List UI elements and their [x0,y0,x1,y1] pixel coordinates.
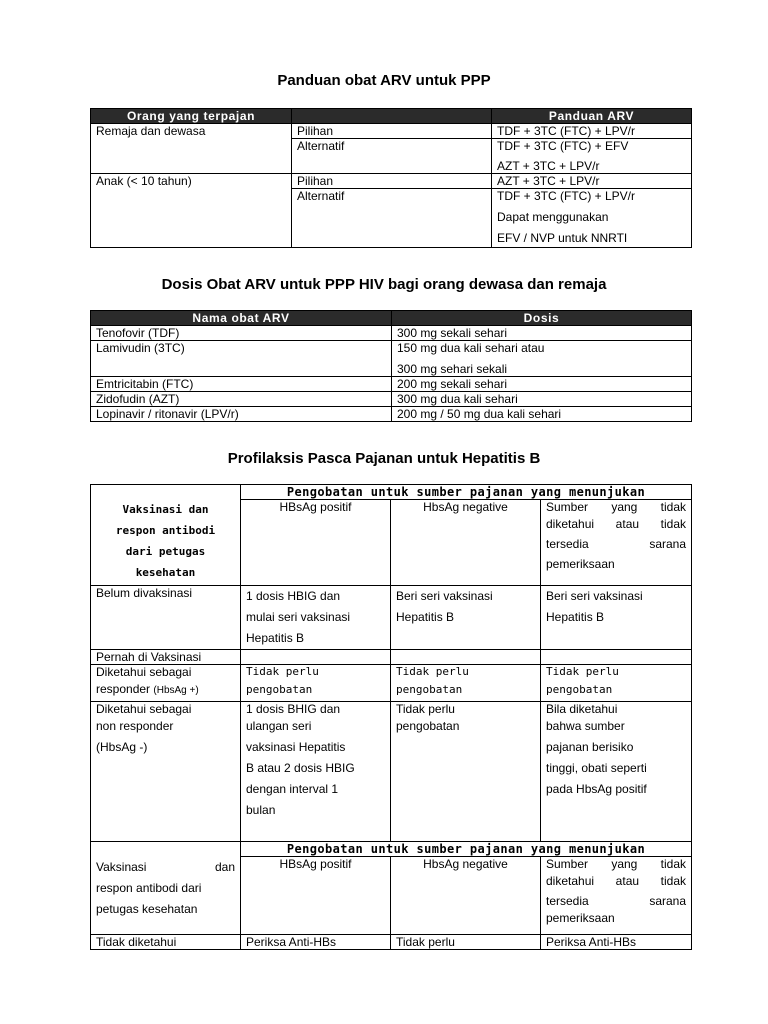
cell-responder-unknown [541,665,692,702]
cell-line: Tidak perlu [396,665,469,678]
regimen-child-alt-1: TDF + 3TC (FTC) + LPV/r [497,189,636,203]
col-source-unknown [541,500,692,586]
cell-line: Hepatitis B [546,610,605,624]
cell-regimen-alt [492,139,692,174]
row-ever-vaccinated: Pernah di Vaksinasi [91,650,241,665]
cell-line: Tidak perlu [546,665,619,678]
cell-line: pengobatan [396,719,460,733]
col-unknown-line: pemeriksaan [546,557,615,571]
cell-line: Diketahui sebagai [96,665,192,679]
row-header-line: respon antibodi dari [96,880,202,895]
cell-line: Beri seri vaksinasi [546,589,643,603]
col-unknown-line: Sumber yang tidak [546,857,687,871]
row-header-line: Vaksinasi dan [122,503,209,516]
drug-name: Zidofudin (AZT) [91,392,392,407]
header-dose: Dosis [392,311,692,326]
col-source-unknown-2 [541,857,692,935]
row-known-responder [91,665,241,702]
cell-child: Anak (< 10 tahun) [91,174,292,248]
group-header-source-2: Pengobatan untuk sumber pajanan yang menunjukan [241,842,692,857]
cell-line: non responder [96,719,174,733]
cell-line: pada HbsAg positif [546,782,647,796]
cell-line: Hepatitis B [396,610,455,624]
drug-dose-line2: 300 mg sehari sekali [397,362,508,376]
row-header-line: petugas kesehatan [96,901,198,916]
drug-name: Tenofovir (TDF) [91,326,392,341]
cell-unknown-positive: Periksa Anti-HBs [241,935,391,950]
cell-unknown-negative: Tidak perlu [391,935,541,950]
col-hbsag-positive: HBsAg positif [241,500,391,586]
cell-line: dengan interval 1 [246,782,339,796]
cell-responder-positive [241,665,391,702]
cell-alternative-child: Alternatif [292,189,492,248]
cell-nonresponder-unknown [541,702,692,842]
cell-line: 1 dosis HBIG dan [246,589,341,603]
title-hepb-prophylaxis: Profilaksis Pasca Pajanan untuk Hepatitis B [227,450,541,467]
row-header-vaccination [91,485,241,586]
arv-guide-table [90,108,692,248]
col-hbsag-positive-2: HBsAg positif [241,857,391,935]
drug-dose: 300 mg dua kali sehari [392,392,692,407]
cell-line: bulan [246,803,276,817]
arv-dosage-table [90,310,692,422]
cell-unknown-unknown: Periksa Anti-HBs [541,935,692,950]
cell-line: ulangan seri [246,719,312,733]
cell-line: Beri seri vaksinasi [396,589,493,603]
col-unknown-line: tersedia sarana [546,537,687,551]
cell-alternative: Alternatif [292,139,492,174]
cell-line: 1 dosis BHIG dan [246,702,341,716]
row-header-line: respon antibodi [115,524,216,537]
cell-regimen-child: AZT + 3TC + LPV/r [492,174,692,189]
cell-line: pengobatan [246,683,313,696]
regimen-alt-2: AZT + 3TC + LPV/r [497,159,600,173]
cell-nonresponder-positive [241,702,391,842]
cell-line: mulai seri vaksinasi [246,610,351,624]
header-arv-guide: Panduan ARV [492,109,692,124]
cell-choice: Pilihan [292,124,492,139]
cell-line: Tidak perlu [246,665,319,678]
drug-dose: 200 mg / 50 mg dua kali sehari [392,407,692,422]
group-header-source: Pengobatan untuk sumber pajanan yang menunjukan [241,485,692,500]
cell-line: B atau 2 dosis HBIG [246,761,355,775]
title-arv-guide: Panduan obat ARV untuk PPP [277,72,491,89]
cell-line: bahwa sumber [546,719,625,733]
drug-name: Lamivudin (3TC) [91,341,392,377]
cell-responder-negative [391,665,541,702]
cell-regimen-child-alt [492,189,692,248]
cell-line: vaksinasi Hepatitis [246,740,346,754]
cell-nonresponder-negative [391,702,541,842]
cell-adult: Remaja dan dewasa [91,124,292,174]
row-header-vaccination-2 [91,842,241,935]
cell-line: tinggi, obati seperti [546,761,647,775]
header-drug-name: Nama obat ARV [91,311,392,326]
cell-line: (HbsAg -) [96,740,148,754]
drug-dose [392,341,692,377]
cell-line: pengobatan [396,683,463,696]
title-arv-dosage: Dosis Obat ARV untuk PPP HIV bagi orang dewasa dan remaja [161,276,607,293]
drug-name: Emtricitabin (FTC) [91,377,392,392]
col-hbsag-negative: HbsAg negative [391,500,541,586]
row-known-nonresponder [91,702,241,842]
col-unknown-line: diketahui atau tidak [546,517,687,531]
row-unknown: Tidak diketahui [91,935,241,950]
row-header-line: dari petugas [125,545,206,558]
cell-not-vaccinated-unknown [541,586,692,650]
col-hbsag-negative-2: HbsAg negative [391,857,541,935]
drug-dose: 200 mg sekali sehari [392,377,692,392]
regimen-child-alt-2: Dapat menggunakan [497,210,609,224]
cell-line: Bila diketahui [546,702,618,716]
cell-line: pajanan berisiko [546,740,634,754]
cell-line: responder [96,682,151,696]
regimen-alt-1: TDF + 3TC (FTC) + EFV [497,139,629,153]
cell-not-vaccinated-negative [391,586,541,650]
cell-not-vaccinated-positive [241,586,391,650]
cell-choice-child: Pilihan [292,174,492,189]
cell-regimen: TDF + 3TC (FTC) + LPV/r [492,124,692,139]
row-header-line: Vaksinasi dan [96,859,235,874]
hepb-table [90,484,692,950]
row-not-vaccinated: Belum divaksinasi [91,586,241,650]
col-unknown-line: pemeriksaan [546,911,615,925]
cell-line: Diketahui sebagai [96,702,192,716]
cell-line: Tidak perlu [396,702,455,716]
row-header-line: kesehatan [135,566,196,579]
cell-line: Hepatitis B [246,631,305,645]
drug-name: Lopinavir / ritonavir (LPV/r) [91,407,392,422]
col-unknown-line: diketahui atau tidak [546,874,687,888]
drug-dose: 300 mg sekali sehari [392,326,692,341]
drug-dose-line1: 150 mg dua kali sehari atau [397,341,545,355]
cell-line-small: (HbsAg +) [153,685,199,696]
cell-line: pengobatan [546,683,613,696]
regimen-child-alt-3: EFV / NVP untuk NNRTI [497,231,628,245]
col-unknown-line: tersedia sarana [546,894,687,908]
col-unknown-line: Sumber yang tidak [546,500,687,514]
header-exposed-person: Orang yang terpajan [91,109,292,124]
